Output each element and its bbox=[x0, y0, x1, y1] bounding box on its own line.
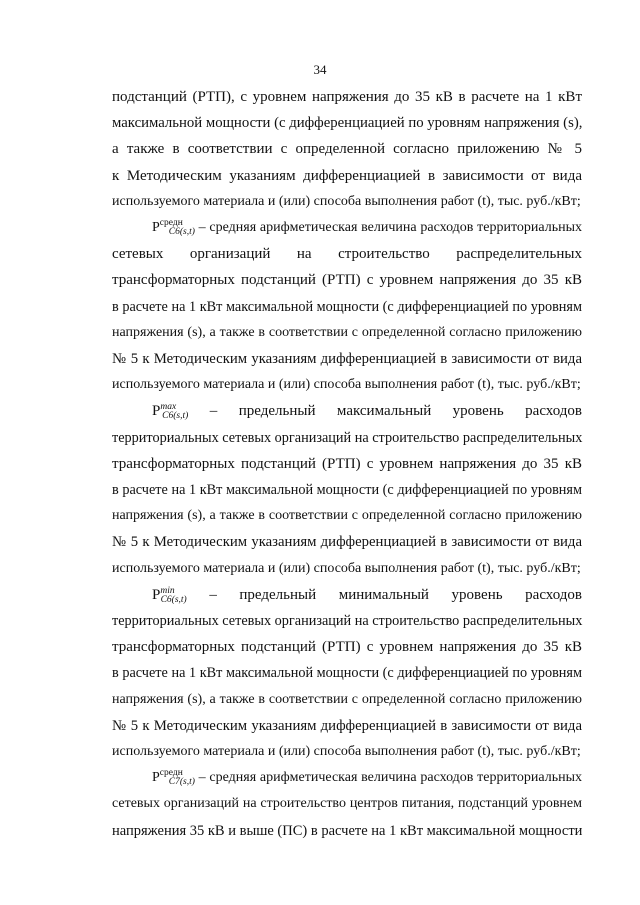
symbol-p-c6-max: $Р^{max}_{С6(s,t)}$ bbox=[152, 402, 189, 422]
text-line: в расчете на 1 кВт максимальной мощности (с дифференциацией по уровням bbox=[112, 298, 582, 315]
text-line: трансформаторных подстанций (РТП) с уровнем напряжения до 35 кВ bbox=[112, 455, 582, 472]
text-line: в расчете на 1 кВт максимальной мощности (с дифференциацией по уровням bbox=[112, 482, 582, 499]
text-line: сетевых организаций на строительство центров питания, подстанций уровнем bbox=[112, 796, 582, 812]
text-line: трансформаторных подстанций (РТП) с уровнем напряжения до 35 кВ bbox=[112, 639, 582, 656]
text-line: максимальной мощности (с дифференциацией по уровням напряжения (s), bbox=[112, 115, 583, 132]
definition-first-line: $Р^{средн}_{С6(s,t)}$ – средняя арифметическая величина расходов территориальных bbox=[152, 218, 582, 238]
text-line: используемого материала и (или) способа выполнения работ (t), тыс. руб./кВт; bbox=[112, 193, 581, 209]
text-line: напряжения (s), а также в соответствии с определенной согласно приложению bbox=[112, 691, 582, 707]
text-line: к Методическим указаниям дифференциацией в зависимости от вида bbox=[112, 167, 582, 184]
definition-first-line: $Р^{max}_{С6(s,t)}$ – предельный максимальный уровень расходов bbox=[152, 402, 582, 422]
text-line: в расчете на 1 кВт максимальной мощности (с дифференциацией по уровням bbox=[112, 665, 582, 682]
text-line: территориальных сетевых организаций на строительство распределительных bbox=[112, 613, 583, 630]
text-line: а также в соответствии с определенной согласно приложению № 5 bbox=[112, 141, 582, 158]
text-line: напряжения (s), а также в соответствии с определенной согласно приложению bbox=[112, 508, 582, 524]
definition-first-line: $Р^{средн}_{С7(s,t)}$ – средняя арифметическая величина расходов территориальных bbox=[152, 768, 582, 788]
symbol-p-c6-avg: $Р^{средн}_{С6(s,t)}$ bbox=[152, 218, 195, 238]
text-line: № 5 к Методическим указаниям дифференциацией в зависимости от вида bbox=[112, 534, 582, 551]
text-line: используемого материала и (или) способа выполнения работ (t), тыс. руб./кВт; bbox=[112, 744, 581, 760]
page-number: 34 bbox=[313, 62, 327, 77]
text-line: № 5 к Методическим указаниям дифференциацией в зависимости от вида bbox=[112, 717, 582, 734]
text-line: № 5 к Методическим указаниям дифференциацией в зависимости от вида bbox=[112, 351, 582, 368]
text-line: подстанций (РТП), с уровнем напряжения до 35 кВ в расчете на 1 кВт bbox=[112, 89, 582, 105]
text-line: используемого материала и (или) способа выполнения работ (t), тыс. руб./кВт; bbox=[112, 377, 581, 393]
symbol-p-c6-min: $Р^{min}_{С6(s,t)}$ bbox=[152, 585, 187, 605]
text-line: напряжения (s), а также в соответствии с определенной согласно приложению bbox=[112, 324, 582, 340]
text-line: используемого материала и (или) способа выполнения работ (t), тыс. руб./кВт; bbox=[112, 560, 581, 576]
text-line: территориальных сетевых организаций на строительство распределительных bbox=[112, 429, 583, 446]
body-text bbox=[112, 84, 582, 844]
definition-first-line: $Р^{min}_{С6(s,t)}$ – предельный минимальный уровень расходов bbox=[152, 585, 582, 605]
symbol-p-c7-avg: $Р^{средн}_{С7(s,t)}$ bbox=[152, 768, 195, 788]
text-line: трансформаторных подстанций (РТП) с уровнем напряжения до 35 кВ bbox=[112, 272, 582, 289]
text-line: напряжения 35 кВ и выше (ПС) в расчете на 1 кВт максимальной мощности bbox=[112, 822, 583, 839]
text-line: сетевых организаций на строительство распределительных bbox=[112, 246, 582, 263]
